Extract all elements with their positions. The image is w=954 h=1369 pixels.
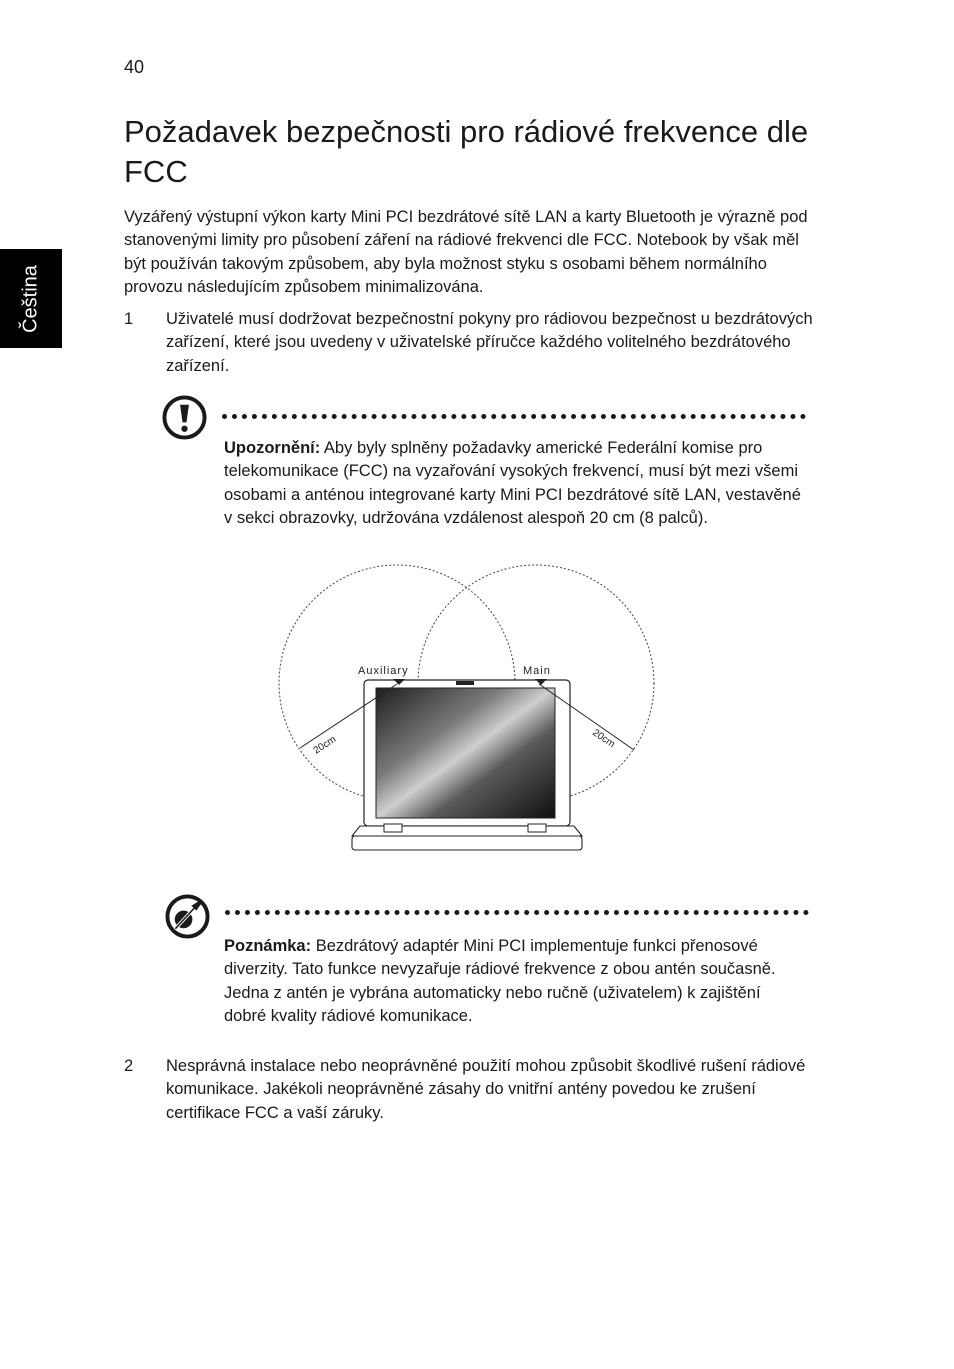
note-pen-circle-icon — [164, 893, 211, 940]
page-title: Požadavek bezpečnosti pro rádiové frekvence dle FCC — [124, 114, 809, 189]
list-item-number: 1 — [124, 310, 134, 328]
antenna-distance-figure — [270, 558, 670, 858]
laptop-latch — [456, 681, 474, 685]
note-text: Bezdrátový adaptér Mini PCI implementuje funkci přenosové diverzity. Tato funkce nevyzařuje rádiové frekvence z obou antén současně. Jedna z antén je vybrána automaticky nebo ručně (uživatelem) k zajištění dobré kvality rádiové komunikace. — [224, 937, 776, 1025]
language-side-tab — [0, 249, 62, 348]
note-label: Poznámka: — [224, 937, 312, 955]
page-number: 40 — [124, 57, 145, 77]
list-item — [124, 1055, 814, 1125]
language-tab-label: Čeština — [19, 264, 42, 333]
callout-divider — [225, 910, 809, 915]
callout-divider — [222, 414, 806, 419]
list-item-number: 2 — [124, 1057, 134, 1075]
warning-callout — [224, 437, 804, 530]
hinge-left — [384, 824, 402, 832]
list-item-text: Nesprávná instalace nebo neoprávněné použití mohou způsobit škodlivé rušení rádiové komunikace. Jakékoli neoprávněné zásahy do vnitřní antény povedou ke zrušení certifikace FCC a vaší záruky. — [166, 1057, 806, 1122]
list-item-text: Uživatelé musí dodržovat bezpečnostní pokyny pro rádiovou bezpečnost u bezdrátových zařízení, které jsou uvedeny v uživatelské příručce každého volitelného bezdrátového zařízení. — [166, 310, 813, 375]
intro-paragraph: Vyzářený výstupní výkon karty Mini PCI bezdrátové sítě LAN a karty Bluetooth je výrazně pod stanovenými limity pro působení záření na rádiové frekvenci dle FCC. Notebook by však měl být používán takovým způsobem, aby byla možnost styku s osobami během normálního provozu následujícím způsobem minimalizována. — [124, 208, 808, 296]
list-item — [124, 308, 814, 378]
main-label: Main — [523, 665, 551, 677]
auxiliary-label: Auxiliary — [358, 665, 409, 677]
exclamation-circle-icon — [161, 394, 208, 441]
distance-label-left: 20cm — [311, 733, 339, 757]
laptop-base — [352, 836, 582, 850]
distance-label-right: 20cm — [590, 727, 617, 751]
warning-text: Aby byly splněny požadavky americké Federální komise pro telekomunikace (FCC) na vyzařování vysokých frekvencí, musí být mezi všemi osobami a anténou integrované karty Mini PCI bezdrátové sítě LAN, vestavěné v sekci obrazovky, udržována vzdálenost alespoň 20 cm (8 palců). — [224, 439, 801, 527]
note-callout — [224, 935, 804, 1028]
hinge-right — [528, 824, 546, 832]
laptop-screen — [376, 688, 555, 818]
warning-label: Upozornění: — [224, 439, 321, 457]
